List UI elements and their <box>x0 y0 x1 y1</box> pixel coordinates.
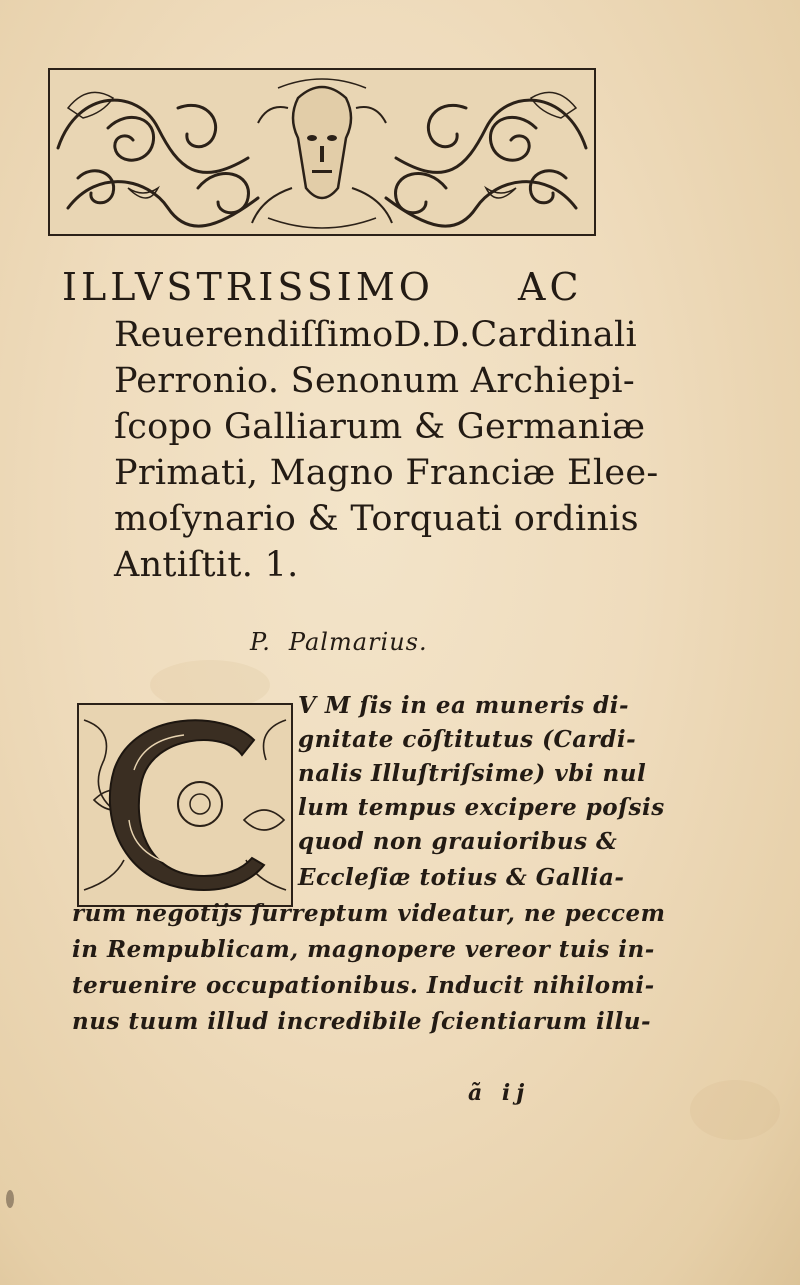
body-line: nus tuum illud incredibile ſcientiarum illu- <box>72 1008 651 1035</box>
body-line: lum tempus excipere poſsis <box>298 794 665 821</box>
body-line: rum negotijs ſurreptum videatur, ne peccem <box>72 900 666 927</box>
author-name: Palmarius. <box>288 628 428 656</box>
dedication-heading <box>62 262 659 588</box>
dedication-line: moſynario & Torquati ordinis <box>114 499 639 539</box>
decorated-initial-c <box>74 700 296 910</box>
body-line: V M ſis in ea muneris di- <box>298 692 630 719</box>
dedication-line: Perronio. Senonum Archiepi- <box>114 361 635 401</box>
ornamental-headpiece <box>48 68 596 236</box>
body-line: in Rempublicam, magnopere vereor tuis in- <box>72 936 655 963</box>
body-line: gnitate cōſtitutus (Cardi- <box>298 726 637 753</box>
body-line: quod non grauioribus & <box>298 828 618 855</box>
dedication-line: Primati, Magno Franciæ Elee- <box>114 453 659 493</box>
author-initial: P. <box>250 628 271 656</box>
paper-stain <box>690 1080 780 1140</box>
body-line: Eccleſiæ totius & Gallia- <box>298 864 625 891</box>
dedication-word-ac: AC <box>518 265 583 309</box>
dedication-first-line <box>62 262 622 312</box>
dedication-line: ſcopo Galliarum & Germaniæ <box>114 407 646 447</box>
author-line <box>250 628 428 656</box>
ink-speck <box>6 1190 14 1208</box>
dedication-line: ReuerendiſſimoD.D.Cardinali <box>114 315 638 355</box>
body-line: teruenire occupationibus. Inducit nihilomi- <box>72 972 655 999</box>
signature-mark: ã ij <box>468 1080 531 1106</box>
dedication-line: Antiſtit. 1. <box>114 545 299 585</box>
body-line: nalis Illuſtriſsime) vbi nul <box>298 760 647 787</box>
dedication-word-illustrissimo: ILLVSTRISSIMO <box>62 265 434 309</box>
